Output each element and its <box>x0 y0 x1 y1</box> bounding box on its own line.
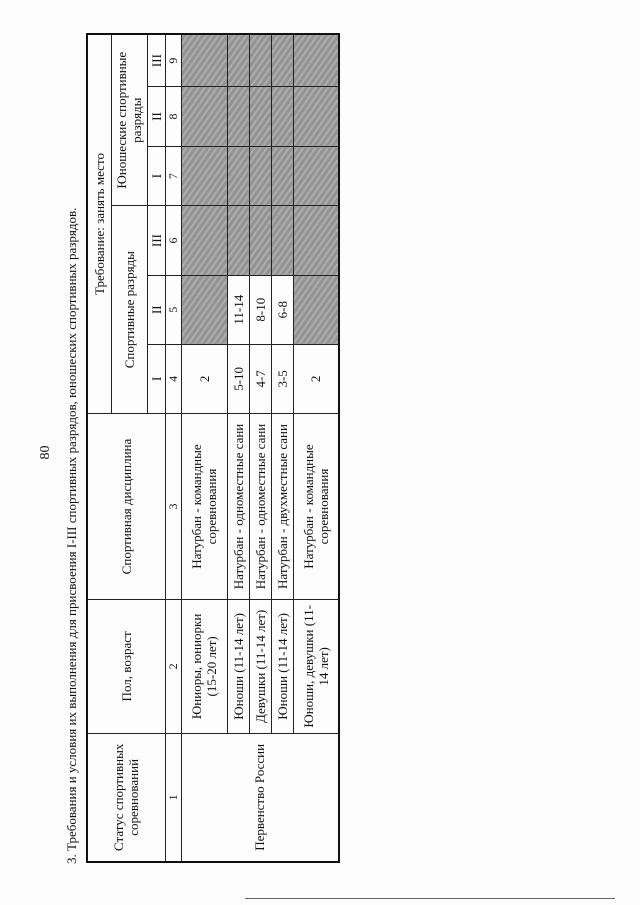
rank-2-cell: 6-8 <box>271 275 293 344</box>
column-number: 2 <box>165 600 181 734</box>
rank-1-cell: 3-5 <box>271 344 293 413</box>
column-number: 5 <box>165 275 181 344</box>
shaded-cell <box>249 206 271 275</box>
shaded-cell <box>249 87 271 147</box>
shaded-cell <box>293 275 339 344</box>
discipline-cell: Натурбан - двухместные сани <box>271 413 293 599</box>
shaded-cell <box>227 87 249 147</box>
header-rank-1: I <box>147 344 165 413</box>
shaded-cell <box>293 146 339 206</box>
header-youth-rank-3: III <box>147 34 165 87</box>
shaded-cell <box>271 146 293 206</box>
column-number: 6 <box>165 206 181 275</box>
shaded-cell <box>181 275 227 344</box>
shaded-cell <box>181 34 227 87</box>
shaded-cell <box>227 34 249 87</box>
rank-1-cell: 2 <box>293 344 339 413</box>
gender-age-cell: Юноши (11-14 лет) <box>271 600 293 734</box>
shaded-cell <box>181 206 227 275</box>
status-cell: Первенство России <box>181 733 339 862</box>
column-number: 1 <box>165 733 181 862</box>
header-rank-2: II <box>147 275 165 344</box>
shaded-cell <box>271 87 293 147</box>
shaded-cell <box>249 146 271 206</box>
header-discipline: Спортивная дисциплина <box>87 413 165 599</box>
section-heading: 3. Требования и условия их выполнения для присвоения I-III спортивных разрядов, юношеских спортивных разрядов. <box>64 207 79 864</box>
shaded-cell <box>249 34 271 87</box>
rank-1-cell: 2 <box>181 344 227 413</box>
shaded-cell <box>293 87 339 147</box>
shaded-cell <box>293 34 339 87</box>
column-number: 8 <box>165 87 181 147</box>
shaded-cell <box>227 206 249 275</box>
shaded-cell <box>293 206 339 275</box>
shaded-cell <box>271 206 293 275</box>
discipline-cell: Натурбан - командные соревнования <box>293 413 339 599</box>
header-youth-rank-2: II <box>147 87 165 147</box>
column-number: 4 <box>165 344 181 413</box>
column-number: 9 <box>165 34 181 87</box>
page-number: 80 <box>38 445 53 460</box>
column-number: 7 <box>165 146 181 206</box>
shaded-cell <box>181 146 227 206</box>
gender-age-cell: Юноши (11-14 лет) <box>227 600 249 734</box>
scan-edge-line <box>245 898 615 899</box>
header-status: Статус спортивных соревнований <box>87 733 165 862</box>
header-gender-age: Пол, возраст <box>87 600 165 734</box>
header-youth-ranks: Юношеские спортивные разряды <box>111 34 147 206</box>
table-row <box>181 34 227 862</box>
gender-age-cell: Юниоры, юниорки (15-20 лет) <box>181 600 227 734</box>
header-sport-ranks: Спортивные разряды <box>111 206 147 414</box>
discipline-cell: Натурбан - одноместные сани <box>249 413 271 599</box>
gender-age-cell: Юноши, девушки (11-14 лет) <box>293 600 339 734</box>
header-requirement: Требование: занять место <box>87 34 111 413</box>
rank-2-cell: 8-10 <box>249 275 271 344</box>
discipline-cell: Натурбан - командные соревнования <box>181 413 227 599</box>
rank-1-cell: 5-10 <box>227 344 249 413</box>
shaded-cell <box>181 87 227 147</box>
header-youth-rank-1: I <box>147 146 165 206</box>
rank-1-cell: 4-7 <box>249 344 271 413</box>
rank-2-cell: 11-14 <box>227 275 249 344</box>
shaded-cell <box>227 146 249 206</box>
shaded-cell <box>271 34 293 87</box>
header-rank-3: III <box>147 206 165 275</box>
requirements-table <box>86 33 340 863</box>
column-number: 3 <box>165 413 181 599</box>
discipline-cell: Натурбан - одноместные сани <box>227 413 249 599</box>
gender-age-cell: Девушки (11-14 лет) <box>249 600 271 734</box>
